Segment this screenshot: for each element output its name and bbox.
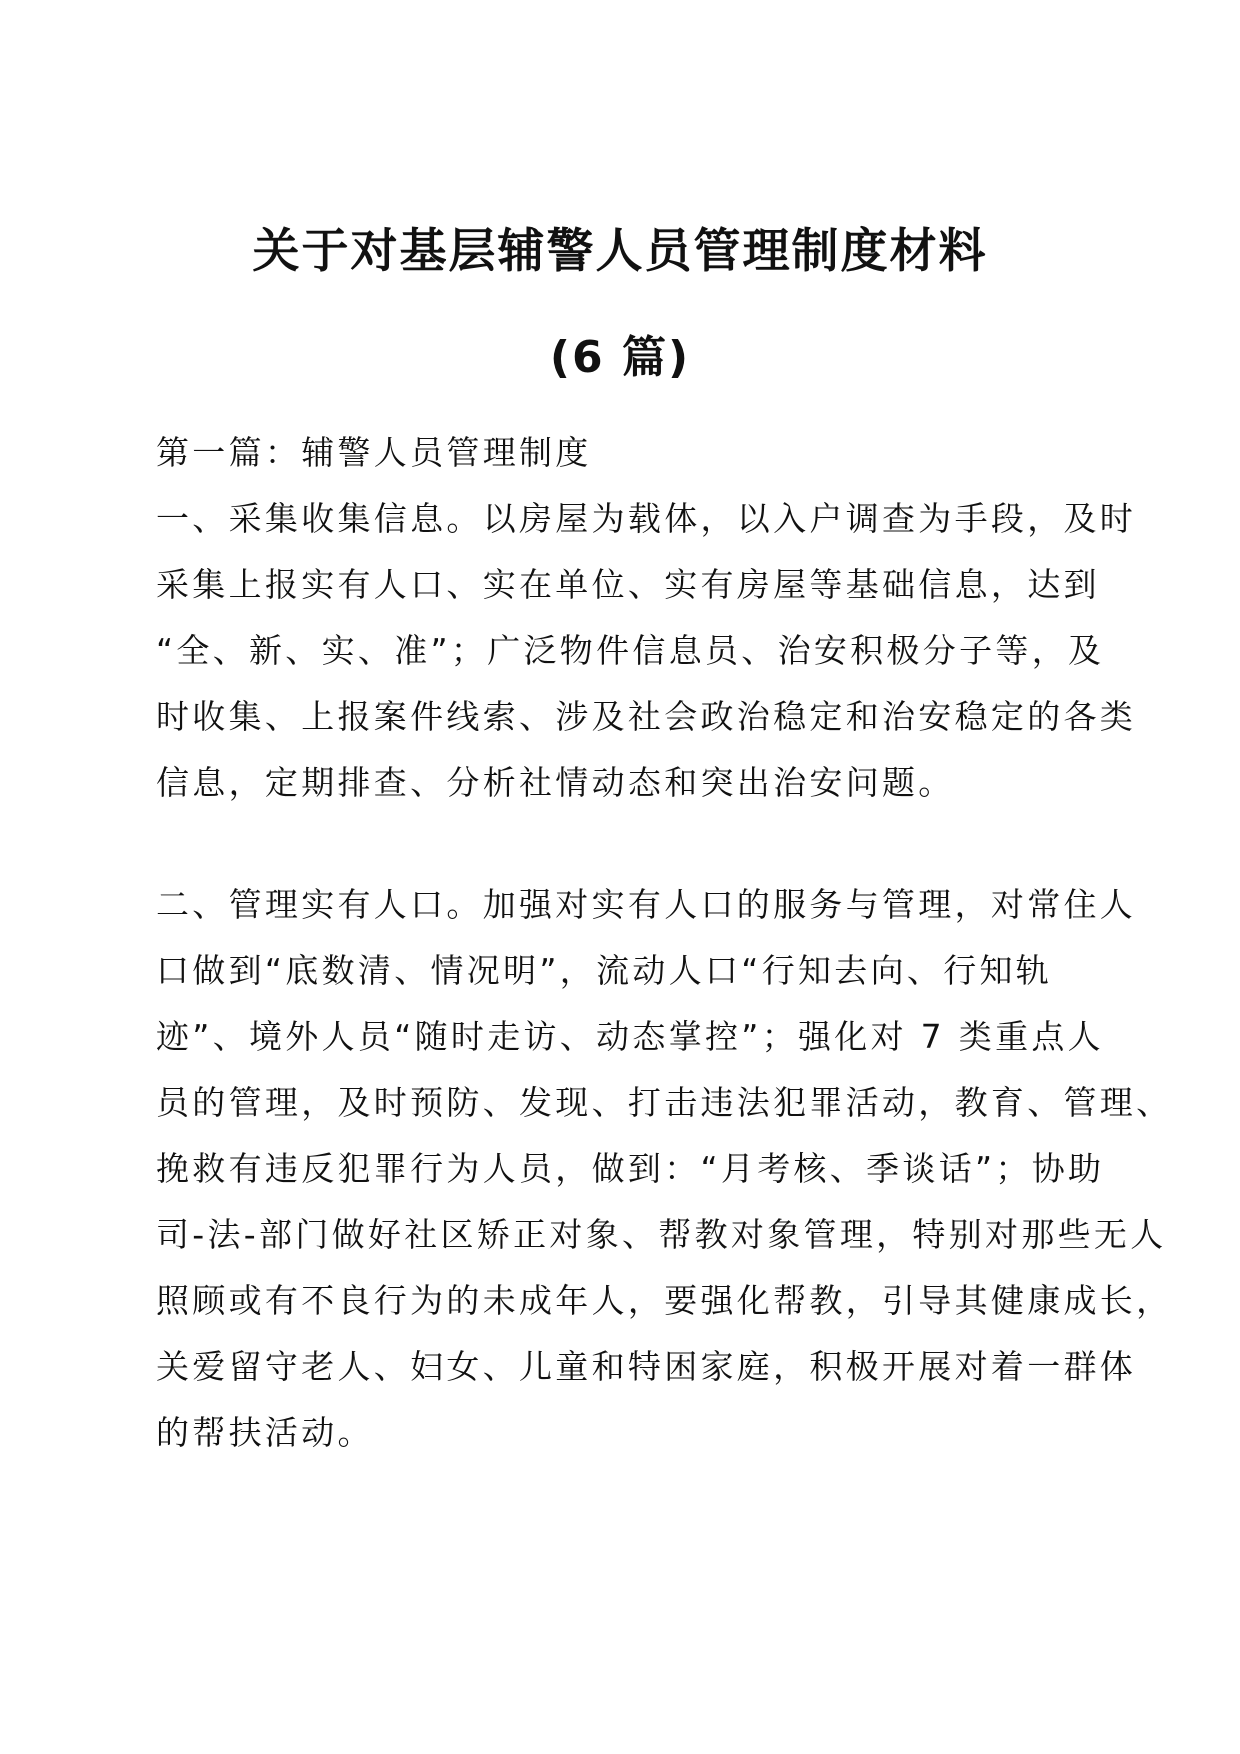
paragraph-line: 员的管理，及时预防、发现、打击违法犯罪活动，教育、管理、 [156, 1083, 1173, 1122]
document-title: 关于对基层辅警人员管理制度材料 [252, 224, 988, 279]
paragraph-line: 的帮扶活动。 [156, 1413, 374, 1452]
paragraph-2 [156, 872, 1173, 1466]
document-subtitle: (6 篇) [549, 332, 691, 383]
paragraph-line: “全、新、实、准”；广泛物件信息员、治安积极分子等，及 [156, 631, 1105, 670]
paragraph-line: 挽救有违反犯罪行为人员，做到：“月考核、季谈话”；协助 [156, 1149, 1105, 1188]
paragraph-line: 采集上报实有人口、实在单位、实有房屋等基础信息，达到 [156, 565, 1100, 604]
paragraph-line: 照顾或有不良行为的未成年人，要强化帮教，引导其健康成长， [156, 1281, 1173, 1320]
paragraph-1 [156, 486, 1137, 816]
paragraph-line: 时收集、上报案件线索、涉及社会政治稳定和治安稳定的各类 [156, 697, 1137, 736]
paragraph-line: 口做到“底数清、情况明”，流动人口“行知去向、行知轨 [156, 951, 1053, 990]
paragraph-line: 一、采集收集信息。以房屋为载体，以入户调查为手段，及时 [156, 499, 1137, 538]
paragraph-line: 迹”、境外人员“随时走访、动态掌控”；强化对 7 类重点人 [156, 1017, 1104, 1056]
paragraph-line: 关爱留守老人、妇女、儿童和特困家庭，积极开展对着一群体 [156, 1347, 1137, 1386]
paragraph-line: 二、管理实有人口。加强对实有人口的服务与管理，对常住人 [156, 885, 1137, 924]
section-heading: 第一篇：辅警人员管理制度 [156, 433, 592, 472]
paragraph-line: 司-法-部门做好社区矫正对象、帮教对象管理，特别对那些无人 [156, 1215, 1167, 1254]
paragraph-line: 信息，定期排查、分析社情动态和突出治安问题。 [156, 763, 955, 802]
